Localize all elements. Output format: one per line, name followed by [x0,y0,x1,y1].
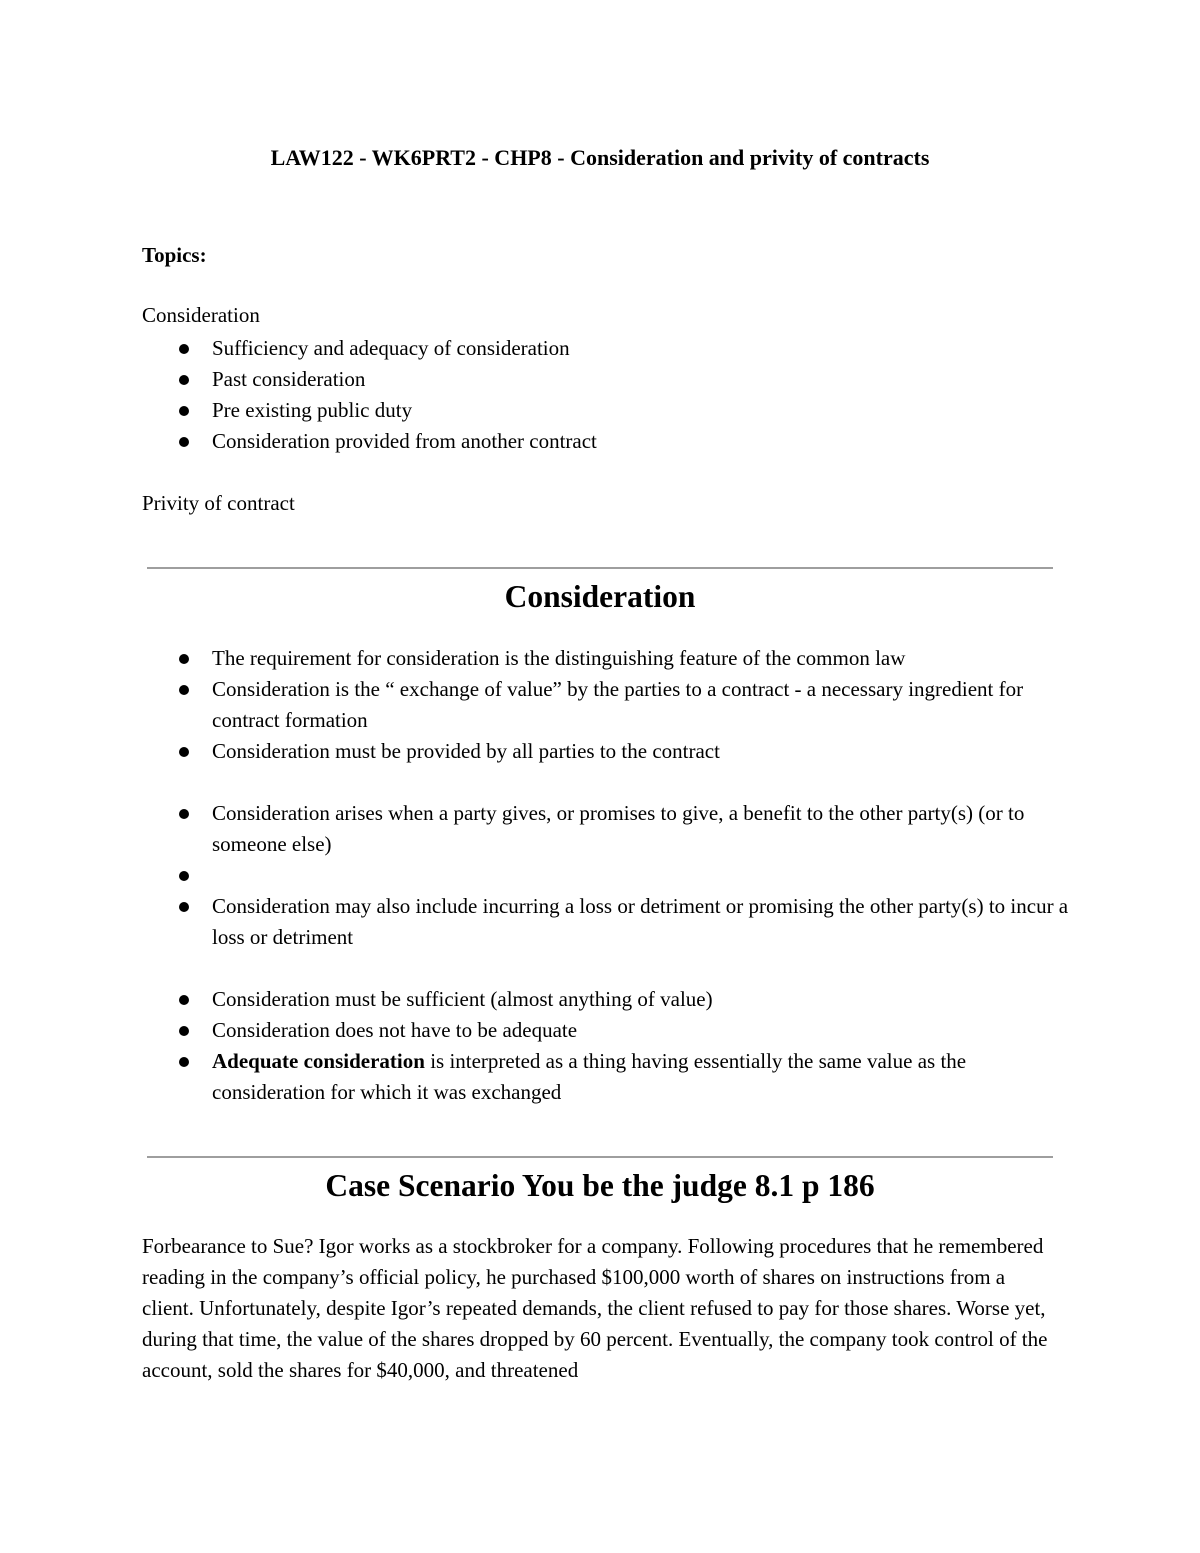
bullet-icon [179,871,189,881]
topics-privity-heading: Privity of contract [142,491,295,515]
bullet-icon [179,809,189,819]
bullet-icon [179,747,189,757]
list-item-text: Consideration must be sufficient (almost anything of value) [212,987,713,1011]
list-item-text: Consideration may also include incurring a loss or detriment or promising the other party(s) to incur a loss or detriment [212,894,1069,949]
list-item-text: Consideration must be provided by all parties to the contract [212,739,720,763]
topics-list [142,333,1072,457]
list-item-text: The requirement for consideration is the distinguishing feature of the common law [212,646,906,670]
list-item [142,1015,1072,1046]
list-item-text: Consideration does not have to be adequate [212,1018,578,1042]
consideration-list [142,643,1072,1108]
list-item-empty [142,860,1072,891]
bullet-icon [179,437,189,447]
list-item [142,1046,1072,1108]
list-item-text: Past consideration [212,367,366,391]
consideration-heading: Consideration [504,579,696,614]
list-item [142,395,1072,426]
list-item [142,674,1072,736]
list-item-text: is interpreted as a thing having essentially the same value as the consideration for which it was exchanged [212,1049,967,1104]
bullet-icon [179,406,189,416]
bullet-icon [179,902,189,912]
bullet-icon [179,375,189,385]
list-item [142,426,1072,457]
list-item-text: Sufficiency and adequacy of consideration [212,336,570,360]
bullet-icon [179,344,189,354]
section-divider [147,1156,1053,1158]
topics-label: Topics: [142,243,207,267]
list-item-text: Pre existing public duty [212,398,413,422]
list-item-text: Consideration is the “ exchange of value” by the parties to a contract - a necessary ingredient for contract formation [212,677,1024,732]
list-item [142,333,1072,364]
list-item [142,891,1072,953]
list-item-text: Consideration arises when a party gives, or promises to give, a benefit to the other party(s) (or to someone else) [212,801,1025,856]
list-item [142,798,1072,860]
list-item-text [212,863,217,887]
list-item-text: Consideration provided from another contract [212,429,597,453]
case-scenario-heading: Case Scenario You be the judge 8.1 p 186 [325,1168,875,1203]
list-item [142,984,1072,1015]
bullet-icon [179,685,189,695]
topics-consideration-heading: Consideration [142,303,260,327]
bullet-icon [179,1026,189,1036]
list-item [142,736,1072,767]
list-item-bold-term: Adequate consideration [212,1049,425,1073]
case-scenario-body: Forbearance to Sue? Igor works as a stockbroker for a company. Following procedures that he remembered reading in the company’s official policy, he purchased $100,000 worth of shares on instructions from a client. Unfortunately, despite Igor’s repeated demands, the client refused to pay for those shares. Worse yet, during that time, the value of the shares dropped by 60 percent. Eventually, the company took control of the account, sold the shares for $40,000, and threatened [142,1234,1048,1382]
list-item [142,364,1072,395]
section-divider [147,567,1053,569]
bullet-icon [179,995,189,1005]
bullet-icon [179,654,189,664]
list-item [142,643,1072,674]
document-title: LAW122 - WK6PRT2 - CHP8 - Consideration and privity of contracts [270,145,930,170]
bullet-icon [179,1057,189,1067]
